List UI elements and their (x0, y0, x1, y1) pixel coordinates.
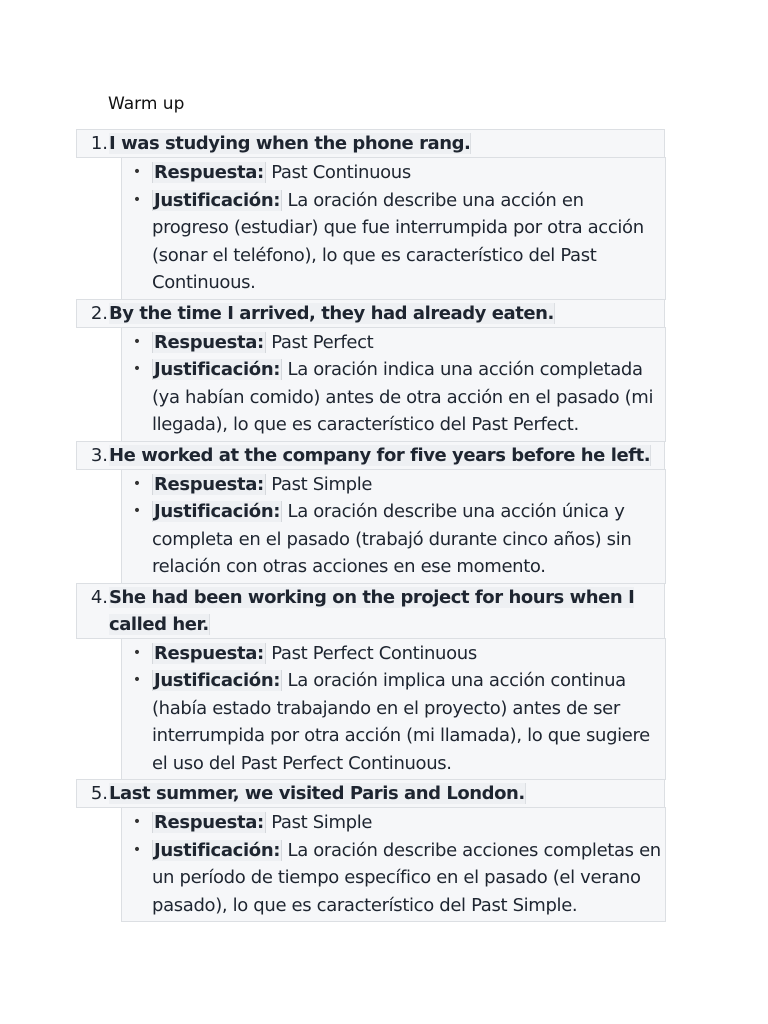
answer-value: Past Perfect (271, 331, 374, 353)
question-number: 5. (90, 783, 108, 804)
justification-text: La oración describe una acción única y completa en el pasado (trabajó durante cinco años) sin relación con otras acciones en ese momento. (152, 501, 632, 577)
question-sentence: He worked at the company for five years before he left. (109, 444, 651, 466)
question-details (121, 638, 666, 781)
question-number: 2. (90, 302, 108, 324)
answer-value: Past Perfect Continuous (271, 642, 477, 664)
bullet-icon: • (132, 164, 142, 180)
question-text (108, 300, 664, 327)
question-details (121, 327, 666, 442)
justification-item (122, 187, 665, 297)
question-sentence: She had been working on the project for hours when I called her. (109, 586, 635, 635)
bullet-icon: • (132, 361, 142, 377)
justification-label: Justificación: (154, 501, 281, 522)
bullet-icon: • (132, 644, 142, 661)
answer-label: Respuesta: (154, 642, 264, 664)
answer-item (122, 471, 665, 499)
question-row (76, 299, 665, 328)
justification-item (122, 837, 665, 920)
bullet-icon: • (132, 503, 142, 519)
question-sentence: By the time I arrived, they had already eaten. (109, 302, 554, 324)
bullet-icon: • (132, 475, 142, 492)
answer-item (122, 809, 665, 837)
question-sentence: Last summer, we visited Paris and London. (109, 783, 525, 804)
bullet-icon: • (132, 672, 142, 688)
answer-item (122, 329, 665, 357)
answer-list (76, 129, 665, 921)
question-details (121, 807, 666, 922)
justification-text: La oración indica una acción completada (ya habían comido) antes de otra acción en el pasado (mi llegada), lo que es característico del Past Perfect. (152, 359, 654, 435)
justification-text: La oración describe una acción en progreso (estudiar) que fue interrumpida por otra acción (sonar el teléfono), lo que es característico del Past Continuous. (152, 189, 644, 293)
question-text (108, 584, 664, 638)
justification-text: La oración describe acciones completas en un período de tiempo específico en el pasado (el verano pasado), lo que es característico del Past Simple. (152, 839, 661, 916)
bullet-icon: • (132, 841, 142, 858)
question-text (108, 442, 664, 469)
question-number: 3. (90, 444, 108, 466)
question-text (108, 780, 664, 807)
question-row (76, 583, 665, 639)
answer-value: Past Continuous (271, 162, 411, 183)
answer-label: Respuesta: (154, 331, 264, 353)
question-details (121, 157, 666, 300)
answer-item (122, 640, 665, 668)
question-row (76, 129, 665, 158)
justification-text: La oración implica una acción continua (había estado trabajando en el proyecto) antes de ser interrumpida por otra acción (mi llamada), lo que sugiere el uso del Past Perfect Continuous. (152, 670, 650, 774)
answer-label: Respuesta: (154, 162, 264, 183)
question-row (76, 441, 665, 470)
justification-label: Justificación: (154, 359, 281, 380)
justification-label: Justificación: (154, 839, 281, 861)
answer-label: Respuesta: (154, 473, 264, 495)
bullet-icon: • (132, 333, 142, 350)
question-row (76, 779, 665, 808)
justification-item (122, 498, 665, 581)
question-details (121, 469, 666, 584)
question-number: 4. (90, 586, 108, 608)
answer-item (122, 159, 665, 187)
justification-label: Justificación: (154, 189, 281, 211)
answer-label: Respuesta: (154, 812, 264, 833)
question-sentence: I was studying when the phone rang. (109, 133, 471, 154)
bullet-icon: • (132, 191, 142, 208)
justification-item (122, 667, 665, 777)
question-text (108, 130, 664, 157)
answer-value: Past Simple (271, 812, 373, 833)
justification-item (122, 356, 665, 439)
page-title: Warm up (108, 94, 185, 114)
bullet-icon: • (132, 814, 142, 830)
question-number: 1. (90, 133, 108, 154)
justification-label: Justificación: (154, 670, 281, 691)
answer-value: Past Simple (271, 473, 373, 495)
